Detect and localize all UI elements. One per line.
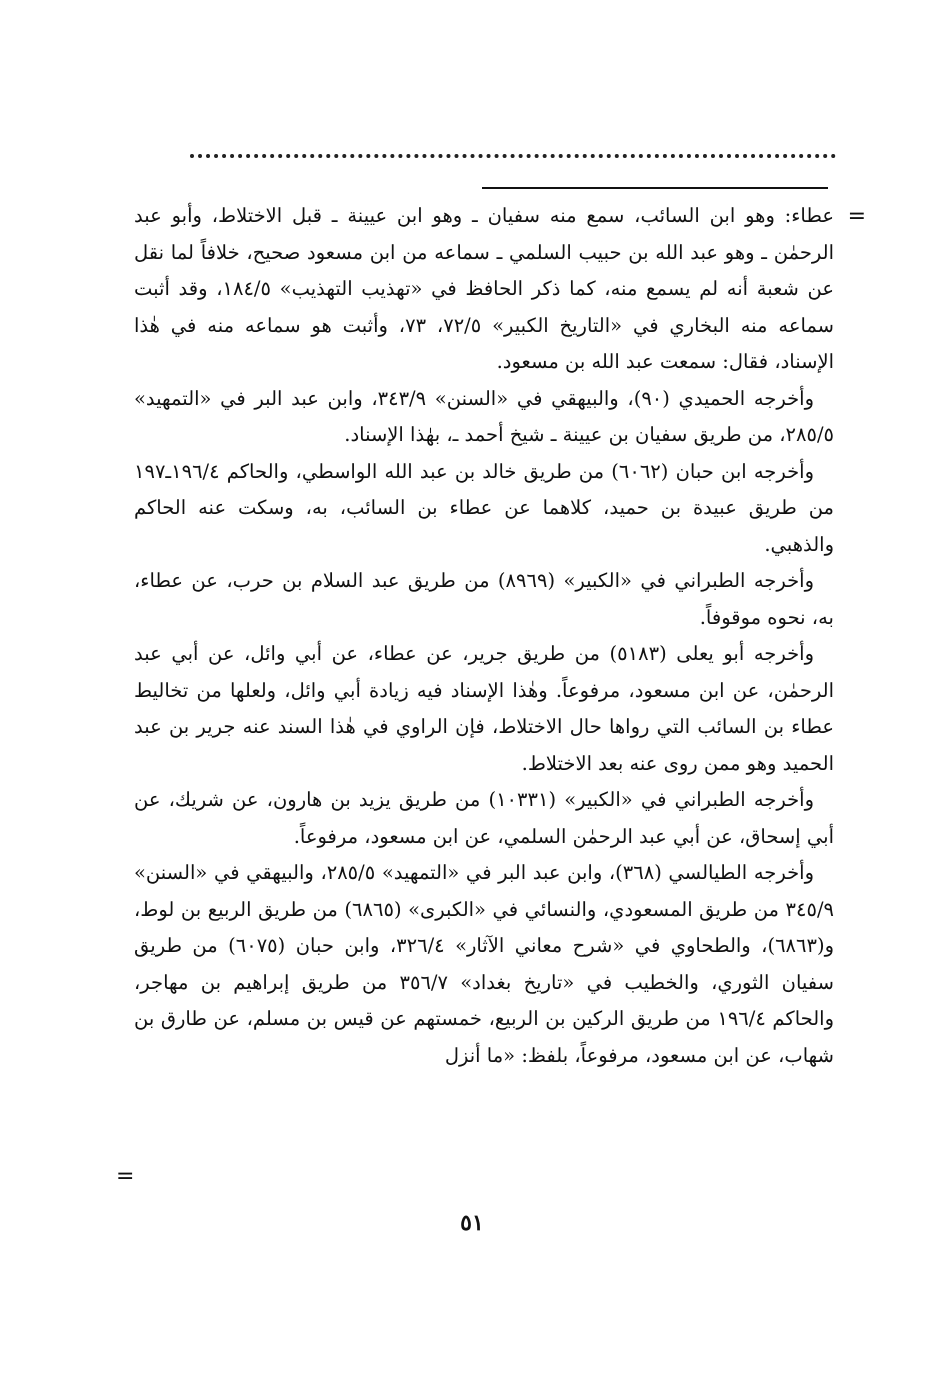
page-number: ٥١ <box>460 1210 484 1236</box>
continuation-mark-start: = <box>847 204 866 229</box>
footnote-rule <box>482 187 828 189</box>
paragraph-tabarani-kabir: وأخرجه الطبراني في «الكبير» (٨٩٦٩) من طريق عبد السلام بن حرب، عن عطاء، به، نحوه موقوفاً. <box>134 569 834 629</box>
dotted-separator <box>190 154 836 158</box>
paragraph-tayalisi: وأخرجه الطيالسي (٣٦٨)، وابن عبد البر في «التمهيد» ٢٨٥/٥، والبيهقي في «السنن» ٣٤٥/٩ من طريق المسعودي، والنسائي في «الكبرى» (٦٨٦٥) من طريق الربيع بن لوط، و(٦٨٦٣)، والطحاوي في «شرح معاني الآثار» ٣٢٦/٤، وابن حبان (٦٠٧٥) من طريق سفيان الثوري، والخطيب في «تاريخ بغداد» ٣٥٦/٧ من طريق إبراهيم بن مهاجر، والحاكم ١٩٦/٤ من طريق الركين بن الربيع، خمستهم عن قيس بن مسلم، عن طارق بن شهاب، عن ابن مسعود، مرفوعاً، بلفظ: «ما أنزل <box>134 861 835 1067</box>
paragraph-humaydi: وأخرجه الحميدي (٩٠)، والبيهقي في «السنن» ٣٤٣/٩، وابن عبد البر في «التمهيد» ٢٨٥/٥، من طريق سفيان بن عيينة ـ شيخ أحمد ـ، بهٰذا الإسناد. <box>134 386 834 446</box>
footnote-text <box>134 198 834 1074</box>
paragraph-ibn-hibban: وأخرجه ابن حبان (٦٠٦٢) من طريق خالد بن عبد الله الواسطي، والحاكم ١٩٦/٤ـ١٩٧ من طريق عبيدة بن حميد، كلاهما عن عطاء بن السائب، به، وسكت عنه الحاكم والذهبي. <box>134 459 834 556</box>
paragraph-abu-yala: وأخرجه أبو يعلى (٥١٨٣) من طريق جرير، عن عطاء، عن أبي وائل، عن أبي عبد الرحمٰن، عن ابن مسعود، مرفوعاً. وهٰذا الإسناد فيه زيادة أبي وائل، ولعلها من تخاليط عطاء بن السائب التي رواها حال الاختلاط، فإن الراوي في هٰذا السند عنه جرير بن عبد الحميد وهو ممن روى عنه بعد الاختلاط. <box>134 642 834 775</box>
paragraph-narrator-note: عطاء: وهو ابن السائب، سمع منه سفيان ـ وهو ابن عيينة ـ قبل الاختلاط، وأبو عبد الرحمٰن ـ وهو عبد الله بن حبيب السلمي ـ سماعه من ابن مسعود صحيح، خلافاً لما نقل عن شعبة أنه لم يسمع منه، كما ذكر الحافظ في «تهذيب التهذيب» ١٨٤/٥، وقد أثبت سماعه منه البخاري في «التاريخ الكبير» ٧٢/٥، ٧٣، وأثبت هو سماعه منه في هٰذا الإسناد، فقال: سمعت عبد الله بن مسعود. <box>134 204 835 373</box>
paragraph-tabarani-sharik: وأخرجه الطبراني في «الكبير» (١٠٣٣١) من طريق يزيد بن هارون، عن شريك، عن أبي إسحاق، عن أبي عبد الرحمٰن السلمي، عن ابن مسعود، مرفوعاً. <box>134 788 834 848</box>
continuation-mark-end: = <box>116 1164 135 1189</box>
